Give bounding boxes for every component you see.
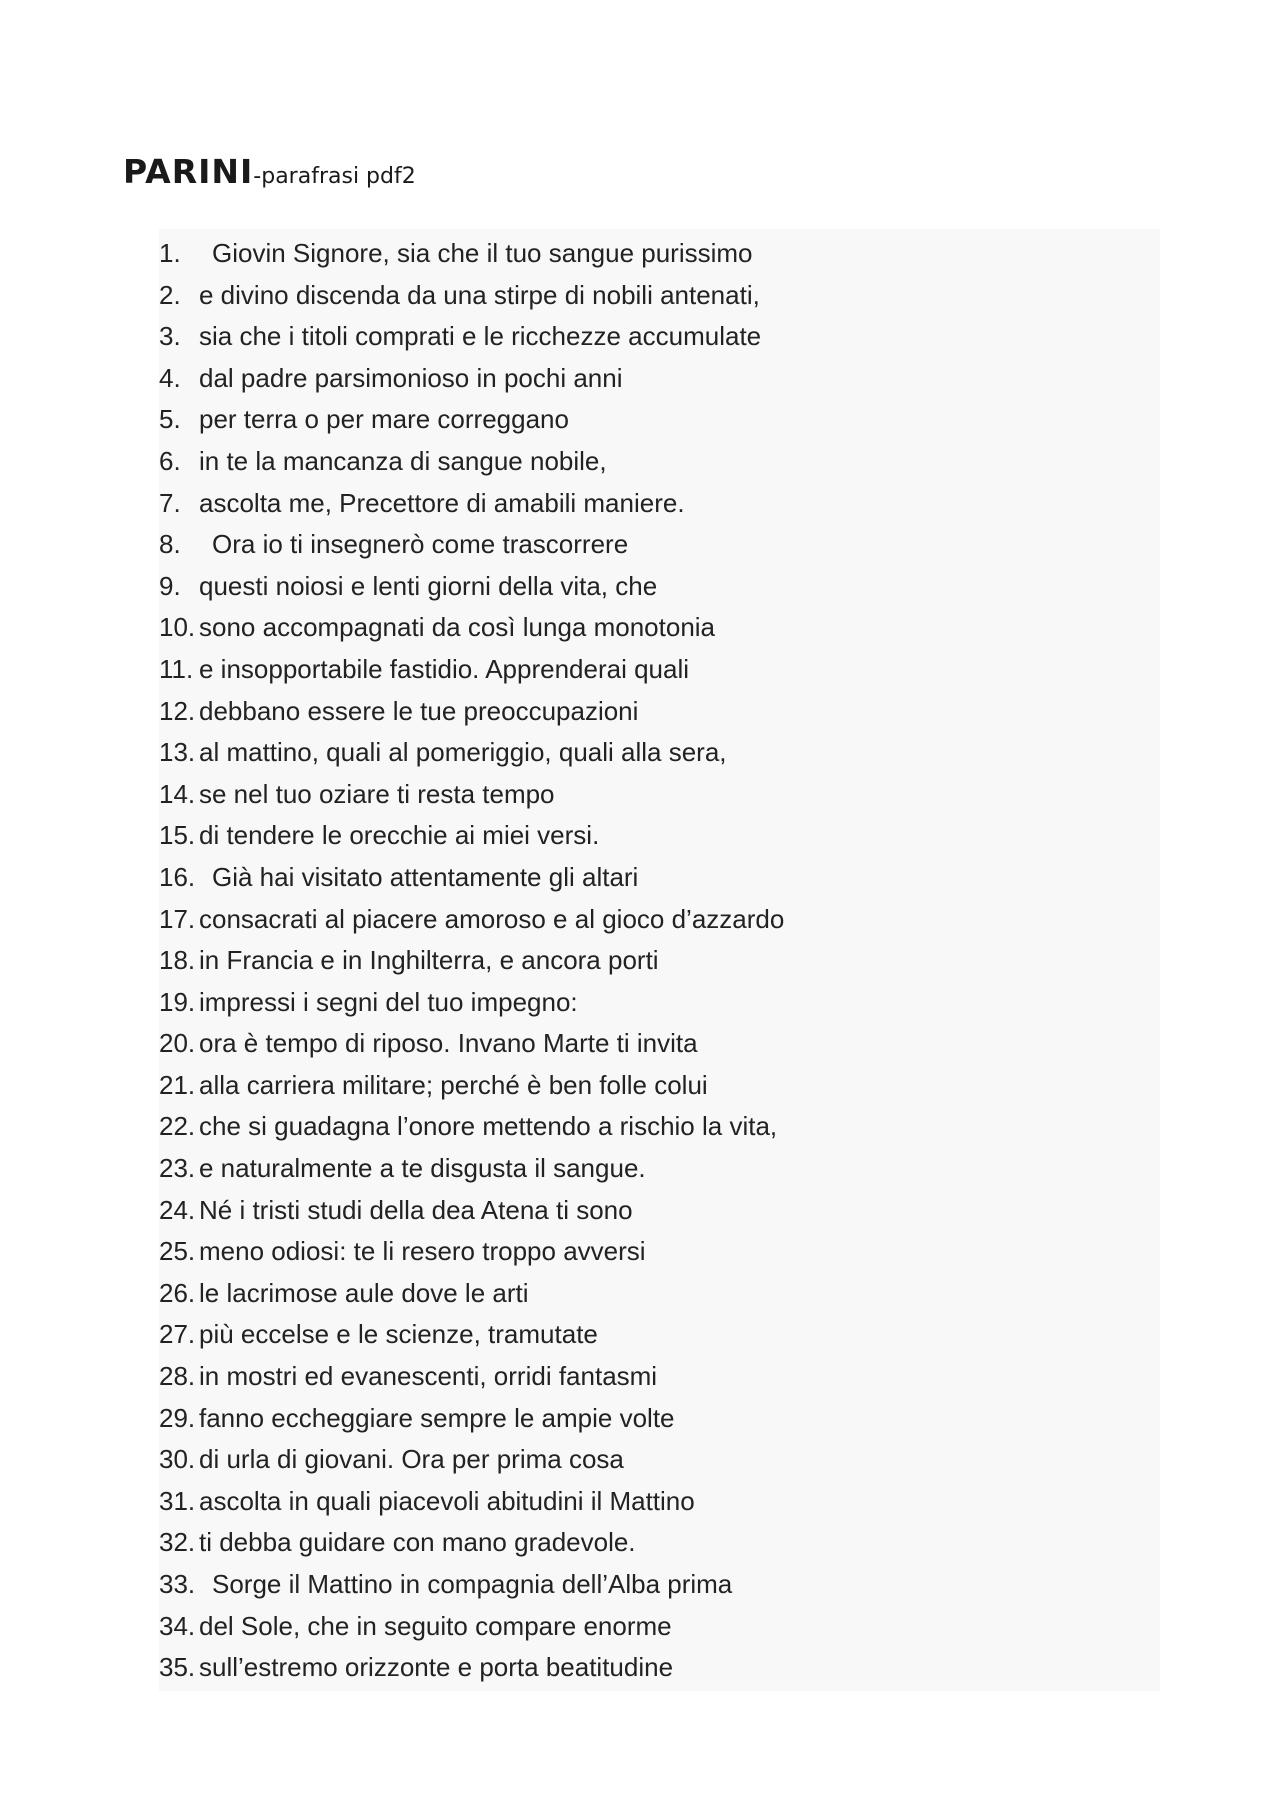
verse-text: che si guadagna l’onore mettendo a rischio la vita, bbox=[199, 1111, 778, 1142]
verse-text: le lacrimose aule dove le arti bbox=[199, 1277, 529, 1308]
verse-text: in te la mancanza di sangue nobile, bbox=[199, 445, 607, 476]
title-subtitle: -parafrasi pdf2 bbox=[253, 164, 416, 189]
verse-line bbox=[159, 1065, 1160, 1107]
verse-text: debbano essere le tue preoccupazioni bbox=[199, 695, 639, 726]
verse-line bbox=[159, 815, 1160, 857]
verse-text: Sorge il Mattino in compagnia dell’Alba prima bbox=[212, 1569, 733, 1599]
verse-text: consacrati al piacere amoroso e al gioco d’azzardo bbox=[199, 903, 785, 934]
verse-line bbox=[159, 1314, 1160, 1356]
verse-text: più eccelse e le scienze, tramutate bbox=[199, 1319, 598, 1350]
verse-number: 6. bbox=[159, 445, 181, 476]
verse-number: 7. bbox=[159, 487, 181, 518]
verse-line bbox=[159, 1647, 1160, 1689]
verse-number: 4. bbox=[159, 362, 181, 393]
verse-number: 26. bbox=[159, 1277, 196, 1308]
verse-text: e divino discenda da una stirpe di nobili antenati, bbox=[199, 279, 760, 310]
verse-line bbox=[159, 358, 1160, 400]
title-author: PARINI bbox=[123, 152, 254, 191]
verse-text: impressi i segni del tuo impegno: bbox=[199, 986, 578, 1017]
verse-line bbox=[159, 899, 1160, 941]
verse-line bbox=[159, 1439, 1160, 1481]
verse-number: 25. bbox=[159, 1236, 196, 1267]
verse-number: 3. bbox=[159, 321, 181, 352]
verse-number: 8. bbox=[159, 529, 181, 560]
verse-number: 17. bbox=[159, 903, 196, 934]
verse-number: 10. bbox=[159, 612, 196, 643]
verse-text: Giovin Signore, sia che il tuo sangue purissimo bbox=[212, 238, 753, 268]
verse-text: meno odiosi: te li resero troppo avversi bbox=[199, 1236, 646, 1267]
verse-line bbox=[159, 982, 1160, 1024]
verse-number: 18. bbox=[159, 945, 196, 976]
verse-line bbox=[159, 524, 1160, 566]
verse-number: 5. bbox=[159, 404, 181, 435]
verse-line bbox=[159, 940, 1160, 982]
verse-line bbox=[159, 233, 1160, 275]
verse-text: per terra o per mare correggano bbox=[199, 404, 569, 435]
verse-text: Già hai visitato attentamente gli altari bbox=[212, 861, 639, 892]
verse-number: 23. bbox=[159, 1153, 196, 1184]
verse-line bbox=[159, 1023, 1160, 1065]
verse-number: 16. bbox=[159, 861, 196, 892]
verse-line bbox=[159, 607, 1160, 649]
verse-number: 1. bbox=[159, 238, 181, 268]
verse-number: 29. bbox=[159, 1402, 196, 1433]
verse-line bbox=[159, 1481, 1160, 1523]
verse-number: 24. bbox=[159, 1194, 196, 1225]
verse-text: del Sole, che in seguito compare enorme bbox=[199, 1610, 672, 1641]
verse-line bbox=[159, 1273, 1160, 1315]
verse-text: sia che i titoli comprati e le ricchezze accumulate bbox=[199, 321, 762, 352]
verse-number: 14. bbox=[159, 778, 196, 809]
verse-number: 13. bbox=[159, 737, 196, 768]
verse-text: fanno eccheggiare sempre le ampie volte bbox=[199, 1402, 675, 1433]
verse-number: 28. bbox=[159, 1361, 196, 1392]
verse-text: di tendere le orecchie ai miei versi. bbox=[199, 820, 600, 851]
verse-text: questi noiosi e lenti giorni della vita, che bbox=[199, 570, 658, 601]
verse-line bbox=[159, 857, 1160, 899]
verse-number: 9. bbox=[159, 570, 181, 601]
verse-text: ascolta in quali piacevoli abitudini il Mattino bbox=[199, 1485, 695, 1516]
verse-number: 21. bbox=[159, 1069, 196, 1100]
verse-text: in mostri ed evanescenti, orridi fantasmi bbox=[199, 1361, 658, 1392]
verse-text: alla carriera militare; perché è ben folle colui bbox=[199, 1069, 708, 1100]
verse-line bbox=[159, 732, 1160, 774]
verse-line bbox=[159, 1564, 1160, 1606]
verse-line bbox=[159, 275, 1160, 317]
verse-text: Ora io ti insegnerò come trascorrere bbox=[212, 529, 629, 560]
verse-number: 15. bbox=[159, 820, 196, 851]
verse-text: di urla di giovani. Ora per prima cosa bbox=[199, 1444, 624, 1475]
verse-list bbox=[159, 229, 1160, 1691]
verse-number: 22. bbox=[159, 1111, 196, 1142]
verse-text: sull’estremo orizzonte e porta beatitudine bbox=[199, 1652, 674, 1683]
verse-text: e naturalmente a te disgusta il sangue. bbox=[199, 1153, 646, 1184]
verse-number: 12. bbox=[159, 695, 196, 726]
verse-number: 19. bbox=[159, 986, 196, 1017]
verse-number: 31. bbox=[159, 1485, 196, 1516]
verse-number: 35. bbox=[159, 1652, 196, 1683]
verse-line bbox=[159, 1231, 1160, 1273]
verse-number: 34. bbox=[159, 1610, 196, 1641]
verse-line bbox=[159, 1356, 1160, 1398]
verse-number: 20. bbox=[159, 1028, 196, 1059]
verse-number: 33. bbox=[159, 1569, 196, 1599]
verse-text: sono accompagnati da così lunga monotonia bbox=[199, 612, 716, 643]
verse-text: ora è tempo di riposo. Invano Marte ti invita bbox=[199, 1028, 698, 1059]
verse-text: Né i tristi studi della dea Atena ti sono bbox=[199, 1194, 633, 1225]
verse-text: al mattino, quali al pomeriggio, quali alla sera, bbox=[199, 737, 727, 768]
verse-line bbox=[159, 1148, 1160, 1190]
verse-line bbox=[159, 1522, 1160, 1564]
verse-text: ti debba guidare con mano gradevole. bbox=[199, 1527, 636, 1558]
verse-line bbox=[159, 399, 1160, 441]
verse-text: ascolta me, Precettore di amabili maniere. bbox=[199, 487, 685, 518]
verse-line bbox=[159, 566, 1160, 608]
verse-line bbox=[159, 1606, 1160, 1648]
verse-text: in Francia e in Inghilterra, e ancora porti bbox=[199, 945, 659, 976]
verse-text: e insopportabile fastidio. Apprenderai quali bbox=[199, 653, 690, 684]
verse-line bbox=[159, 649, 1160, 691]
verse-line bbox=[159, 1190, 1160, 1232]
verse-line bbox=[159, 316, 1160, 358]
verse-number: 2. bbox=[159, 279, 181, 310]
verse-text: se nel tuo oziare ti resta tempo bbox=[199, 778, 555, 809]
verse-line bbox=[159, 1106, 1160, 1148]
verse-line bbox=[159, 441, 1160, 483]
verse-text: dal padre parsimonioso in pochi anni bbox=[199, 362, 623, 393]
verse-line bbox=[159, 691, 1160, 733]
verse-number: 11. bbox=[159, 653, 194, 684]
verse-line bbox=[159, 1398, 1160, 1440]
verse-line bbox=[159, 483, 1160, 525]
verse-number: 30. bbox=[159, 1444, 196, 1475]
document-title bbox=[123, 152, 416, 191]
verse-number: 27. bbox=[159, 1319, 196, 1350]
verse-line bbox=[159, 774, 1160, 816]
verse-number: 32. bbox=[159, 1527, 196, 1558]
